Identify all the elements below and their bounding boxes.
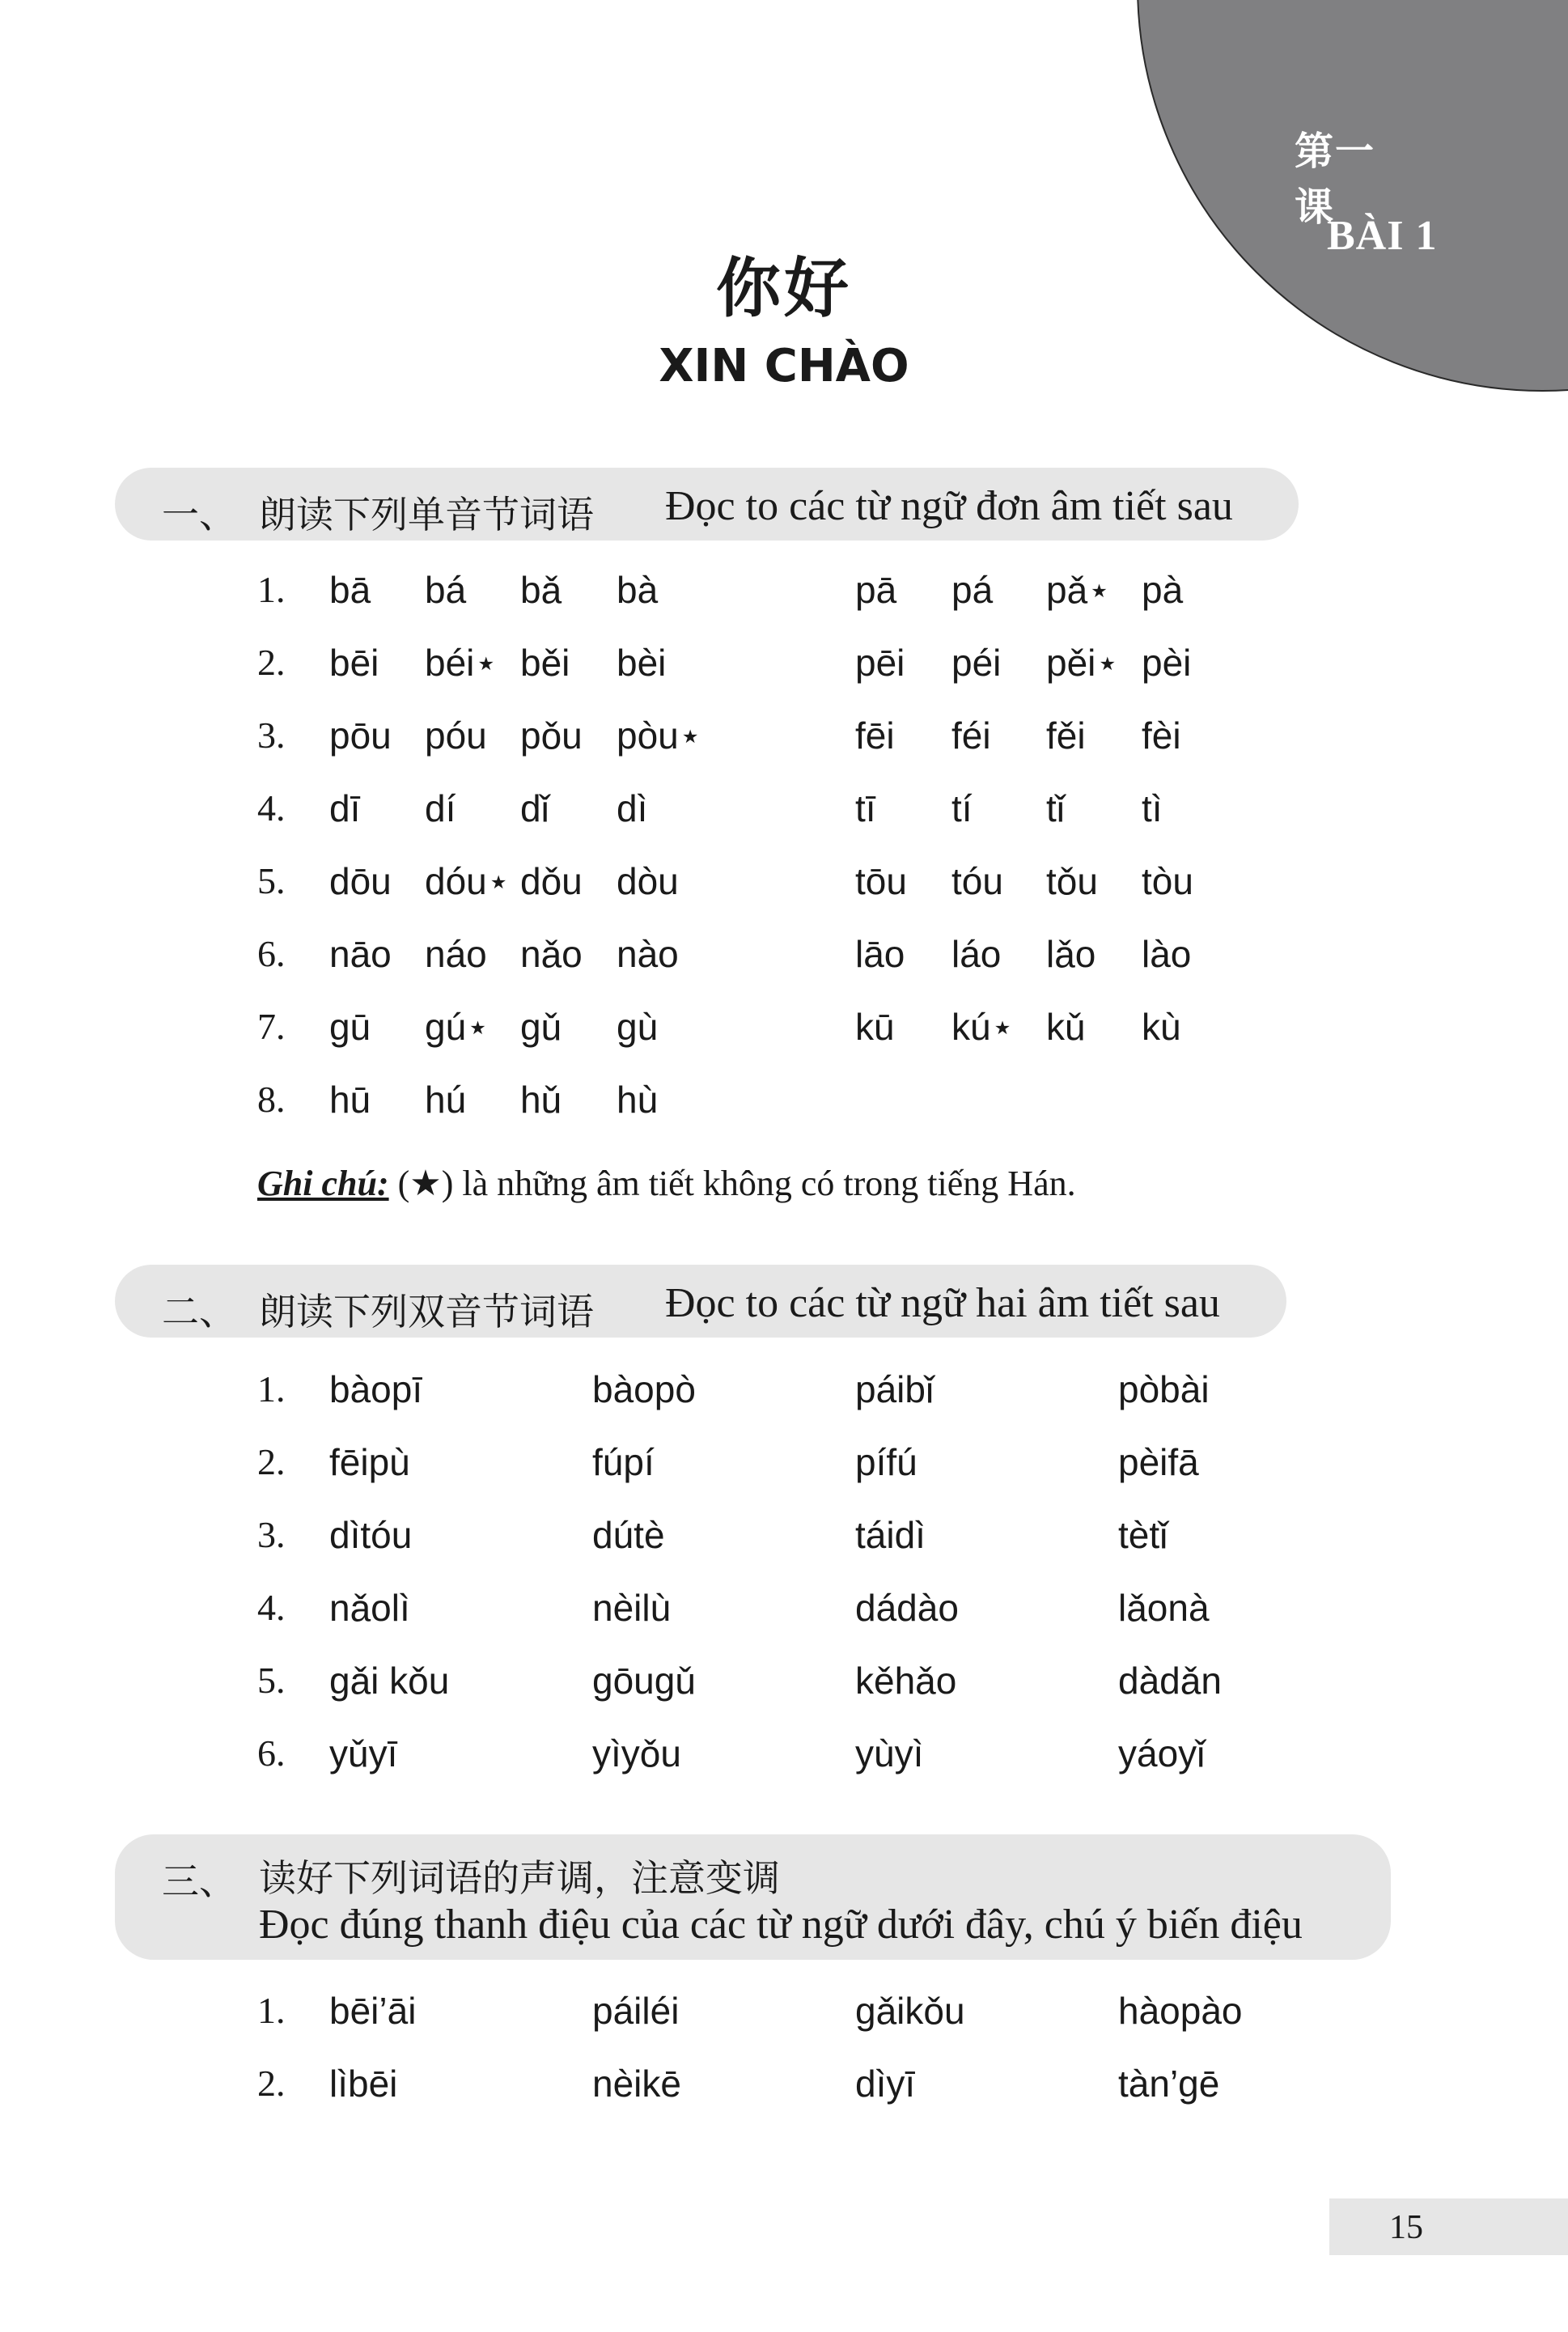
syllable: běi bbox=[520, 642, 570, 684]
syllable: kū bbox=[855, 1006, 895, 1048]
section1-heading-cn: 朗读下列单音节词语 bbox=[259, 493, 594, 536]
word: yìyǒu bbox=[592, 1732, 681, 1774]
note-label: Ghi chú: bbox=[257, 1164, 389, 1203]
word: gǎikǒu bbox=[855, 1990, 965, 2032]
syllable: láo bbox=[951, 933, 1002, 975]
section2-heading-vn: Đọc to các từ ngữ hai âm tiết sau bbox=[665, 1280, 1220, 1326]
syllable: dī bbox=[329, 787, 361, 829]
word: yùyì bbox=[855, 1732, 924, 1774]
word: páibǐ bbox=[855, 1368, 934, 1410]
word: nèilù bbox=[592, 1587, 672, 1629]
row-number: 8. bbox=[257, 1079, 286, 1120]
note bbox=[257, 1163, 1076, 1204]
section1-banner bbox=[115, 468, 1299, 541]
page-title-vn: XIN CHÀO bbox=[659, 340, 909, 392]
word: bàopò bbox=[592, 1368, 696, 1410]
syllable: féi bbox=[951, 714, 991, 757]
syllable: tì bbox=[1142, 787, 1163, 829]
syllable: tí bbox=[951, 787, 973, 829]
syllable: bēi bbox=[329, 642, 379, 684]
word: pífú bbox=[855, 1441, 917, 1483]
syllable: béi⋆ bbox=[425, 642, 498, 684]
row-number: 5. bbox=[257, 1660, 286, 1701]
word: dàdǎn bbox=[1118, 1660, 1222, 1702]
row-number: 1. bbox=[257, 1990, 286, 2031]
syllable: náo bbox=[425, 933, 487, 975]
word: dìyī bbox=[855, 2063, 916, 2105]
syllable: bà bbox=[617, 569, 659, 611]
syllable: dǒu bbox=[520, 860, 583, 902]
syllable: dóu⋆ bbox=[425, 860, 511, 902]
syllable: gú⋆ bbox=[425, 1006, 489, 1048]
section1-heading-vn: Đọc to các từ ngữ đơn âm tiết sau bbox=[665, 483, 1233, 529]
syllable: pōu bbox=[329, 714, 392, 757]
syllable: gū bbox=[329, 1006, 371, 1048]
syllable: nǎo bbox=[520, 933, 583, 975]
syllable: dòu bbox=[617, 860, 679, 902]
lesson-label-vn: BÀI 1 bbox=[1327, 213, 1438, 259]
word: dádào bbox=[855, 1587, 959, 1629]
row-number: 7. bbox=[257, 1006, 286, 1047]
syllable: nāo bbox=[329, 933, 392, 975]
syllable: dǐ bbox=[520, 787, 549, 829]
word: nèikē bbox=[592, 2063, 681, 2105]
page-number-box bbox=[1329, 2198, 1568, 2255]
word: gǎi kǒu bbox=[329, 1660, 450, 1702]
word: dìtóu bbox=[329, 1514, 413, 1556]
word: páiléi bbox=[592, 1990, 680, 2032]
word: tètǐ bbox=[1118, 1514, 1168, 1556]
syllable: póu bbox=[425, 714, 487, 757]
syllable: dōu bbox=[329, 860, 392, 902]
lesson-label-cn: 第一课 bbox=[1295, 129, 1376, 230]
syllable: pà bbox=[1142, 569, 1184, 611]
syllable: kù bbox=[1142, 1006, 1181, 1048]
syllable: kú⋆ bbox=[951, 1006, 1015, 1048]
word: lìbēi bbox=[329, 2063, 398, 2105]
word: tàn’gē bbox=[1118, 2063, 1220, 2105]
syllable: dì bbox=[617, 787, 648, 829]
word: bàopī bbox=[329, 1368, 423, 1410]
row-number: 1. bbox=[257, 569, 286, 610]
section3-heading-cn: 读好下列词语的声调，注意变调 bbox=[259, 1856, 780, 1900]
section3-heading-vn: Đọc đúng thanh điệu của các từ ngữ dưới đây, chú ý biến điệu bbox=[259, 1902, 1303, 1948]
row-number: 2. bbox=[257, 642, 286, 683]
row-number: 2. bbox=[257, 2063, 286, 2104]
page-number: 15 bbox=[1389, 2209, 1423, 2246]
syllable: tǒu bbox=[1046, 860, 1098, 902]
syllable: gù bbox=[617, 1006, 659, 1048]
syllable: kǔ bbox=[1046, 1006, 1086, 1048]
row-number: 4. bbox=[257, 1587, 286, 1628]
syllable: lǎo bbox=[1046, 933, 1096, 975]
row-number: 6. bbox=[257, 1732, 286, 1774]
syllable: tòu bbox=[1142, 860, 1193, 902]
word: hàopào bbox=[1118, 1990, 1243, 2032]
word: lǎonà bbox=[1118, 1587, 1210, 1629]
syllable: pǎ⋆ bbox=[1046, 569, 1111, 611]
word: kěhǎo bbox=[855, 1660, 957, 1702]
syllable: bǎ bbox=[520, 569, 562, 611]
section2-number: 二、 bbox=[162, 1290, 236, 1333]
syllable: bá bbox=[425, 569, 467, 611]
word: gōugǔ bbox=[592, 1660, 696, 1702]
syllable: bā bbox=[329, 569, 371, 611]
row-number: 3. bbox=[257, 1514, 286, 1555]
syllable: nào bbox=[617, 933, 679, 975]
syllable: fèi bbox=[1142, 714, 1181, 757]
syllable: hǔ bbox=[520, 1079, 562, 1121]
section1-number: 一、 bbox=[162, 493, 236, 536]
word: dútè bbox=[592, 1514, 665, 1556]
section3-banner bbox=[115, 1834, 1391, 1960]
syllable: pā bbox=[855, 569, 897, 611]
syllable: hū bbox=[329, 1079, 371, 1121]
syllable: tǐ bbox=[1046, 787, 1065, 829]
syllable: fēi bbox=[855, 714, 895, 757]
word: fúpí bbox=[592, 1441, 655, 1483]
syllable: péi bbox=[951, 642, 1002, 684]
syllable: gǔ bbox=[520, 1006, 562, 1048]
section2-banner bbox=[115, 1265, 1286, 1338]
syllable: lào bbox=[1142, 933, 1192, 975]
row-number: 6. bbox=[257, 933, 286, 974]
word: nǎolì bbox=[329, 1587, 410, 1629]
syllable: tōu bbox=[855, 860, 907, 902]
row-number: 4. bbox=[257, 787, 286, 829]
syllable: tóu bbox=[951, 860, 1003, 902]
row-number: 1. bbox=[257, 1368, 286, 1410]
syllable: fěi bbox=[1046, 714, 1086, 757]
syllable: pèi bbox=[1142, 642, 1192, 684]
syllable: bèi bbox=[617, 642, 667, 684]
syllable: pá bbox=[951, 569, 994, 611]
page-title-cn: 你好 bbox=[716, 251, 852, 326]
note-text: (★) là những âm tiết không có trong tiếng Hán. bbox=[388, 1164, 1076, 1203]
syllable: lāo bbox=[855, 933, 905, 975]
word: pòbài bbox=[1118, 1368, 1210, 1410]
syllable: pǒu bbox=[520, 714, 583, 757]
syllable: hú bbox=[425, 1079, 467, 1121]
syllable: pěi⋆ bbox=[1046, 642, 1120, 684]
syllable: pēi bbox=[855, 642, 905, 684]
syllable: hù bbox=[617, 1079, 659, 1121]
row-number: 2. bbox=[257, 1441, 286, 1482]
word: fēipù bbox=[329, 1441, 410, 1483]
syllable: dí bbox=[425, 787, 456, 829]
word: táidì bbox=[855, 1514, 926, 1556]
syllable: pòu⋆ bbox=[617, 714, 702, 757]
row-number: 5. bbox=[257, 860, 286, 901]
word: yáoyǐ bbox=[1118, 1732, 1206, 1774]
row-number: 3. bbox=[257, 714, 286, 756]
word: pèifā bbox=[1118, 1441, 1199, 1483]
word: bēi’āi bbox=[329, 1990, 417, 2032]
word: yǔyī bbox=[329, 1732, 398, 1774]
syllable: tī bbox=[855, 787, 876, 829]
section2-heading-cn: 朗读下列双音节词语 bbox=[259, 1290, 594, 1333]
section3-number: 三、 bbox=[162, 1859, 236, 1903]
